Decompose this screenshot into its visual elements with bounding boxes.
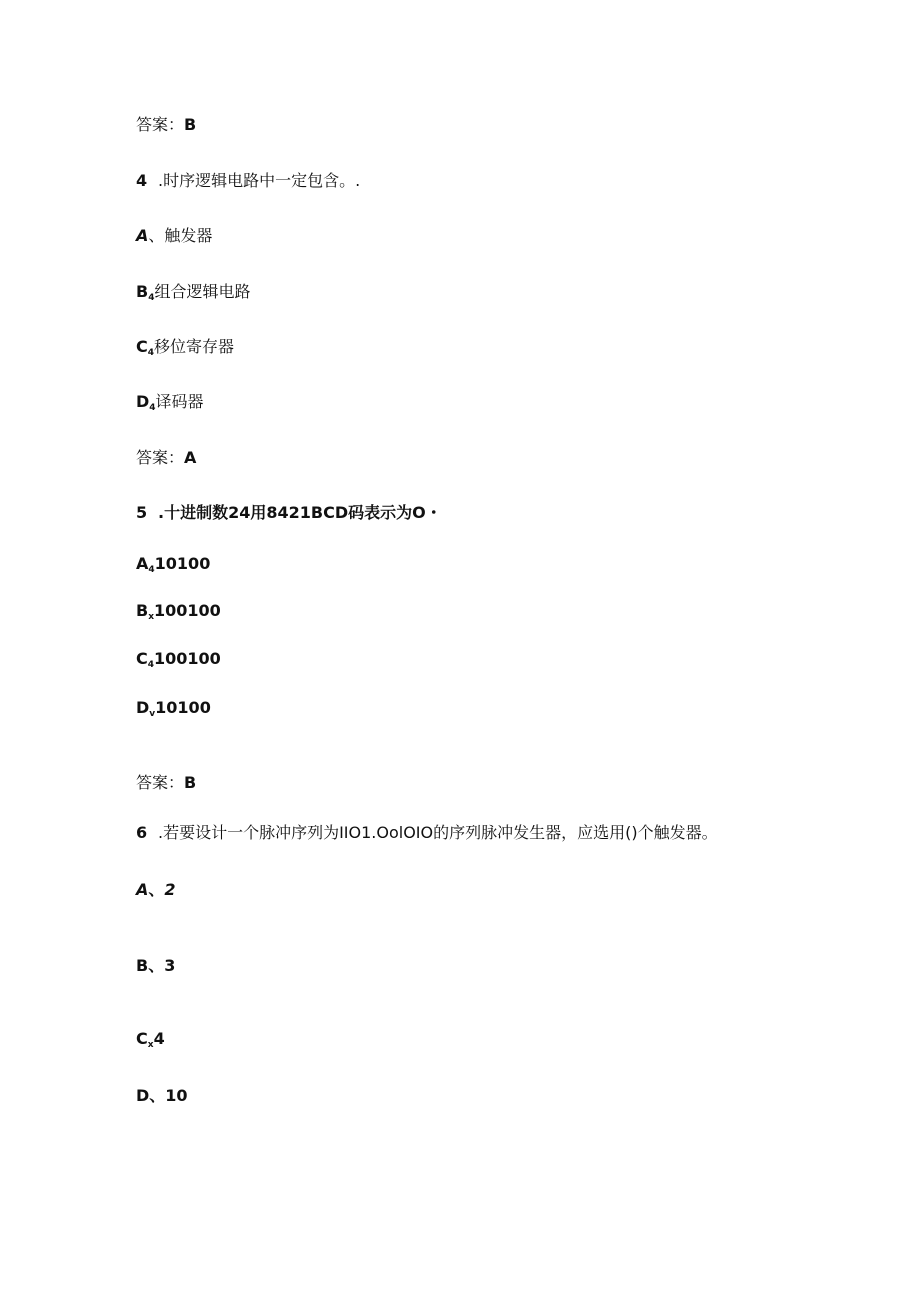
option-sep: 4 [147,348,155,358]
option-letter: C [136,337,148,356]
q6-option-c [136,1029,165,1055]
q5-answer [136,773,196,793]
option-letter: D [136,1086,150,1105]
q5-option-a [136,554,210,580]
option-sep: 4 [149,403,156,413]
option-text: 3 [164,956,176,975]
answer-line [136,115,196,135]
answer-value: B [184,115,197,134]
answer-label: 答案： [136,773,185,792]
question-6 [136,823,718,843]
option-letter: D [136,392,150,411]
option-letter: B [136,282,149,301]
option-sep: 、 [148,880,165,899]
option-sep: x [148,612,155,622]
option-letter: C [136,649,148,668]
answer-label: 答案： [136,448,185,467]
option-letter: A [136,880,149,899]
option-letter: B [136,956,149,975]
option-text: 10100 [155,698,211,717]
option-sep: 、 [149,1086,166,1105]
option-text: 100100 [154,601,221,620]
option-text: 100100 [154,649,221,668]
q5-option-c [136,649,221,675]
option-letter: A [136,554,149,573]
option-sep: 、 [148,226,165,245]
option-text: 组合逻辑电路 [154,282,251,301]
option-letter: D [136,698,150,717]
option-sep: 、 [148,956,165,975]
question-number: 4 [136,171,148,190]
q6-option-b [136,956,175,976]
q5-option-b [136,601,221,627]
q5-option-d [136,698,211,724]
option-text: 10100 [154,554,211,573]
q4-option-d [136,392,204,418]
question-text: .时序逻辑电路中一定包含。. [158,171,361,190]
q4-answer [136,448,196,468]
option-sep: 4 [147,660,155,670]
answer-label: 答案： [136,115,185,134]
option-text: 触发器 [164,226,213,245]
option-letter: B [136,601,149,620]
option-text: 2 [164,880,176,899]
question-5 [136,503,442,523]
option-text: 10 [165,1086,188,1105]
q4-option-a [136,226,212,246]
option-text: 移位寄存器 [154,337,235,356]
q4-option-b [136,282,250,308]
option-sep: v [149,709,156,719]
option-sep: 4 [148,293,155,303]
q4-option-c [136,337,234,363]
answer-value: B [184,773,197,792]
option-text: 译码器 [155,392,204,411]
q6-option-a [136,880,176,900]
option-text: 4 [153,1029,165,1048]
question-text: .十进制数24用8421BCD码表示为O・ [158,503,442,522]
option-letter: A [136,226,149,245]
question-text: .若要设计一个脉冲序列为IIO1.OolOIO的序列脉冲发生器，应选用()个触发器。 [158,823,718,842]
answer-value: A [184,448,197,467]
q6-option-d [136,1086,188,1106]
option-sep: x [147,1040,154,1050]
question-4 [136,171,360,191]
question-number: 6 [136,823,148,842]
option-letter: C [136,1029,148,1048]
option-sep: 4 [148,565,155,575]
question-number: 5 [136,503,148,522]
